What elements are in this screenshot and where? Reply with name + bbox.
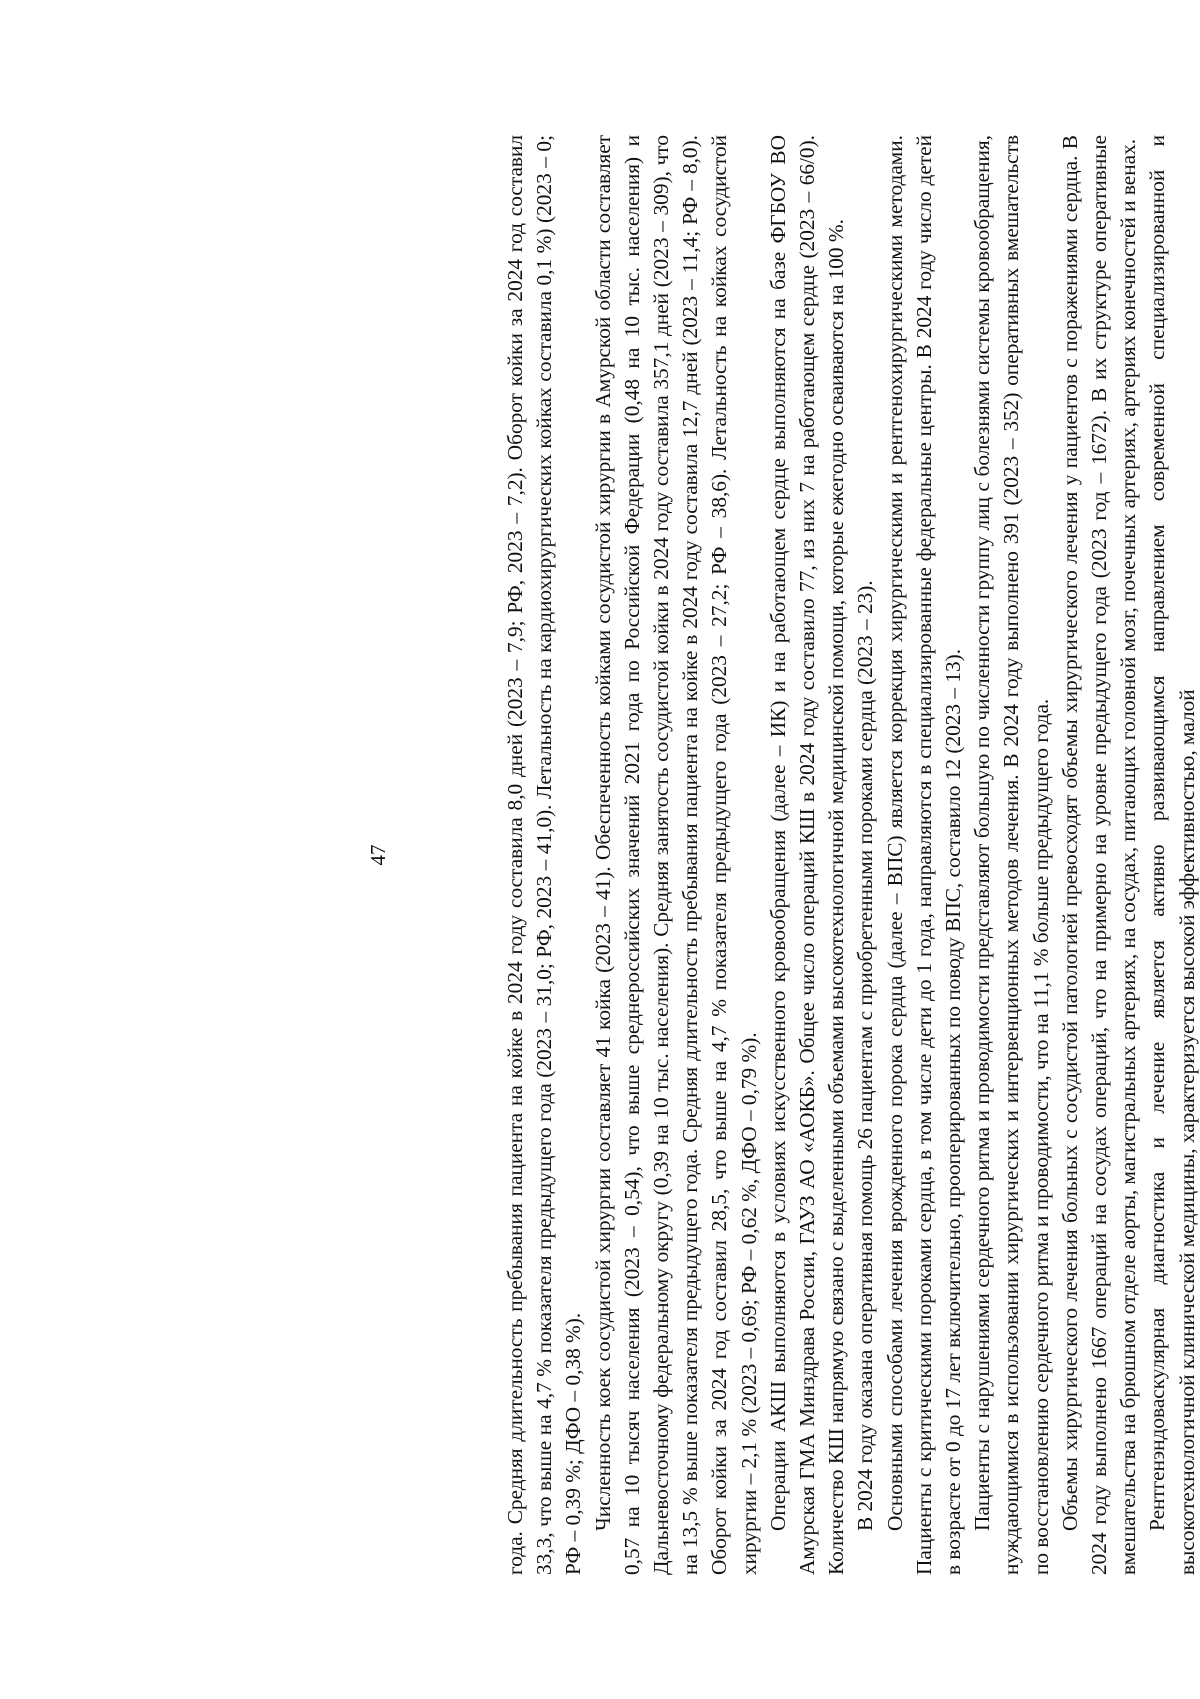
paragraph-8: Рентгенэндоваскулярная диагностика и лечение является активно развивающимся направлением современной специализированной и высокотехнологичной клинической медицины, характеризуется высокой эффективностью, малой: [1145, 135, 1199, 1575]
paragraph-1: года. Средняя длительность пребывания пациента на койке в 2024 году составила 8,0 дней (2023 – 7,9; РФ, 2023 – 7,2). Оборот койки за 2024 год составил 33,3, что выше на 4,7 % показателя предыдущего года (2023 – 31,0; РФ, 2023 – 41,0). Летальность на кардиохирургических койках составила 0,1 %) (2023 – 0; РФ – 0,39 %; ДФО – 0,38 %).: [503, 135, 586, 1575]
page-body: [501, 135, 1200, 1575]
paragraph-2: Численность коек сосудистой хирургии составляет 41 койка (2023 – 41). Обеспеченность койками сосудистой хирургии в Амурской области составляет 0,57 на 10 тысяч населения (2023 – 0,54), что выше среднероссийских значений 2021 года по Российской Федерации (0,48 на 10 тыс. населения) и Дальневосточному федеральному округу (0,39 на 10 тыс. населения). Средняя занятость сосудистой койки в 2024 году составила 357,1 дней (2023 – 309), что на 13,5 % выше показателя предыдущего года. Средняя длительность пребывания пациента на койке в 2024 году составила 12,7 дней (2023 – 11,4; РФ – 8,0). Оборот койки за 2024 год составил 28,5, что выше на 4,7 % показателя предыдущего года (2023 – 27,2; РФ – 38,6). Летальность на койках сосудистой хирургии – 2,1 % (2023 – 0,69; РФ – 0,62 %, ДФО – 0,79 %).: [590, 135, 761, 1575]
paragraph-3: Операции АКШ выполняются в условиях искусственного кровообращения (далее – ИК) и на работающем сердце выполняются на базе ФГБОУ ВО Амурская ГМА Минздрава России, ГАУЗ АО «АОКБ». Общее число операций КШ в 2024 году составило 77, из них 7 на работающем сердце (2023 – 66/0). Количество КШ напрямую связано с выделенными объемами высокотехнологичной медицинской помощи, которые ежегодно осваиваются на 100 %.: [765, 135, 849, 1575]
page-number: 47: [366, 844, 390, 866]
paragraph-4: В 2024 году оказана оперативная помощь 26 пациентам с приобретенными пороками сердца (2023 – 23).: [853, 580, 878, 1531]
paragraph-5: Основными способами лечения врожденного порока сердца (далее – ВПС) является коррекция хирургическими и рентгенохирургическими методами. Пациенты с критическими пороками сердца, в том числе дети до 1 года, направляются в специализированные федеральные центры. В 2024 году число детей в возрасте от 0 до 17 лет включительно, прооперированных по поводу ВПС, составило 12 (2023 – 13).: [882, 135, 966, 1575]
paragraph-7: Объемы хирургического лечения больных с сосудистой патологией превосходят объемы хирургического лечения у пациентов с поражениями сердца. В 2024 году выполнено 1667 операций на сосудах операций, что на примерно на уровне предыдущего года (2023 год – 1672). В их структуре оперативные вмешательства на брюшном отделе аорты, магистральных артериях, на сосудах, питающих головной мозг, почечных артериях, артериях конечностей и венах.: [1057, 135, 1141, 1575]
rotated-page: [366, 135, 1200, 1575]
paragraph-6: Пациенты с нарушениями сердечного ритма и проводимости представляют большую по численности группу лиц с болезнями системы кровообращения, нуждающимися в использовании хирургических и интервенционных методов лечения. В 2024 году выполнено 391 (2023 – 352) оперативных вмешательств по восстановлению сердечного ритма и проводимости, что на 11,1 % больше предыдущего года.: [970, 135, 1053, 1575]
